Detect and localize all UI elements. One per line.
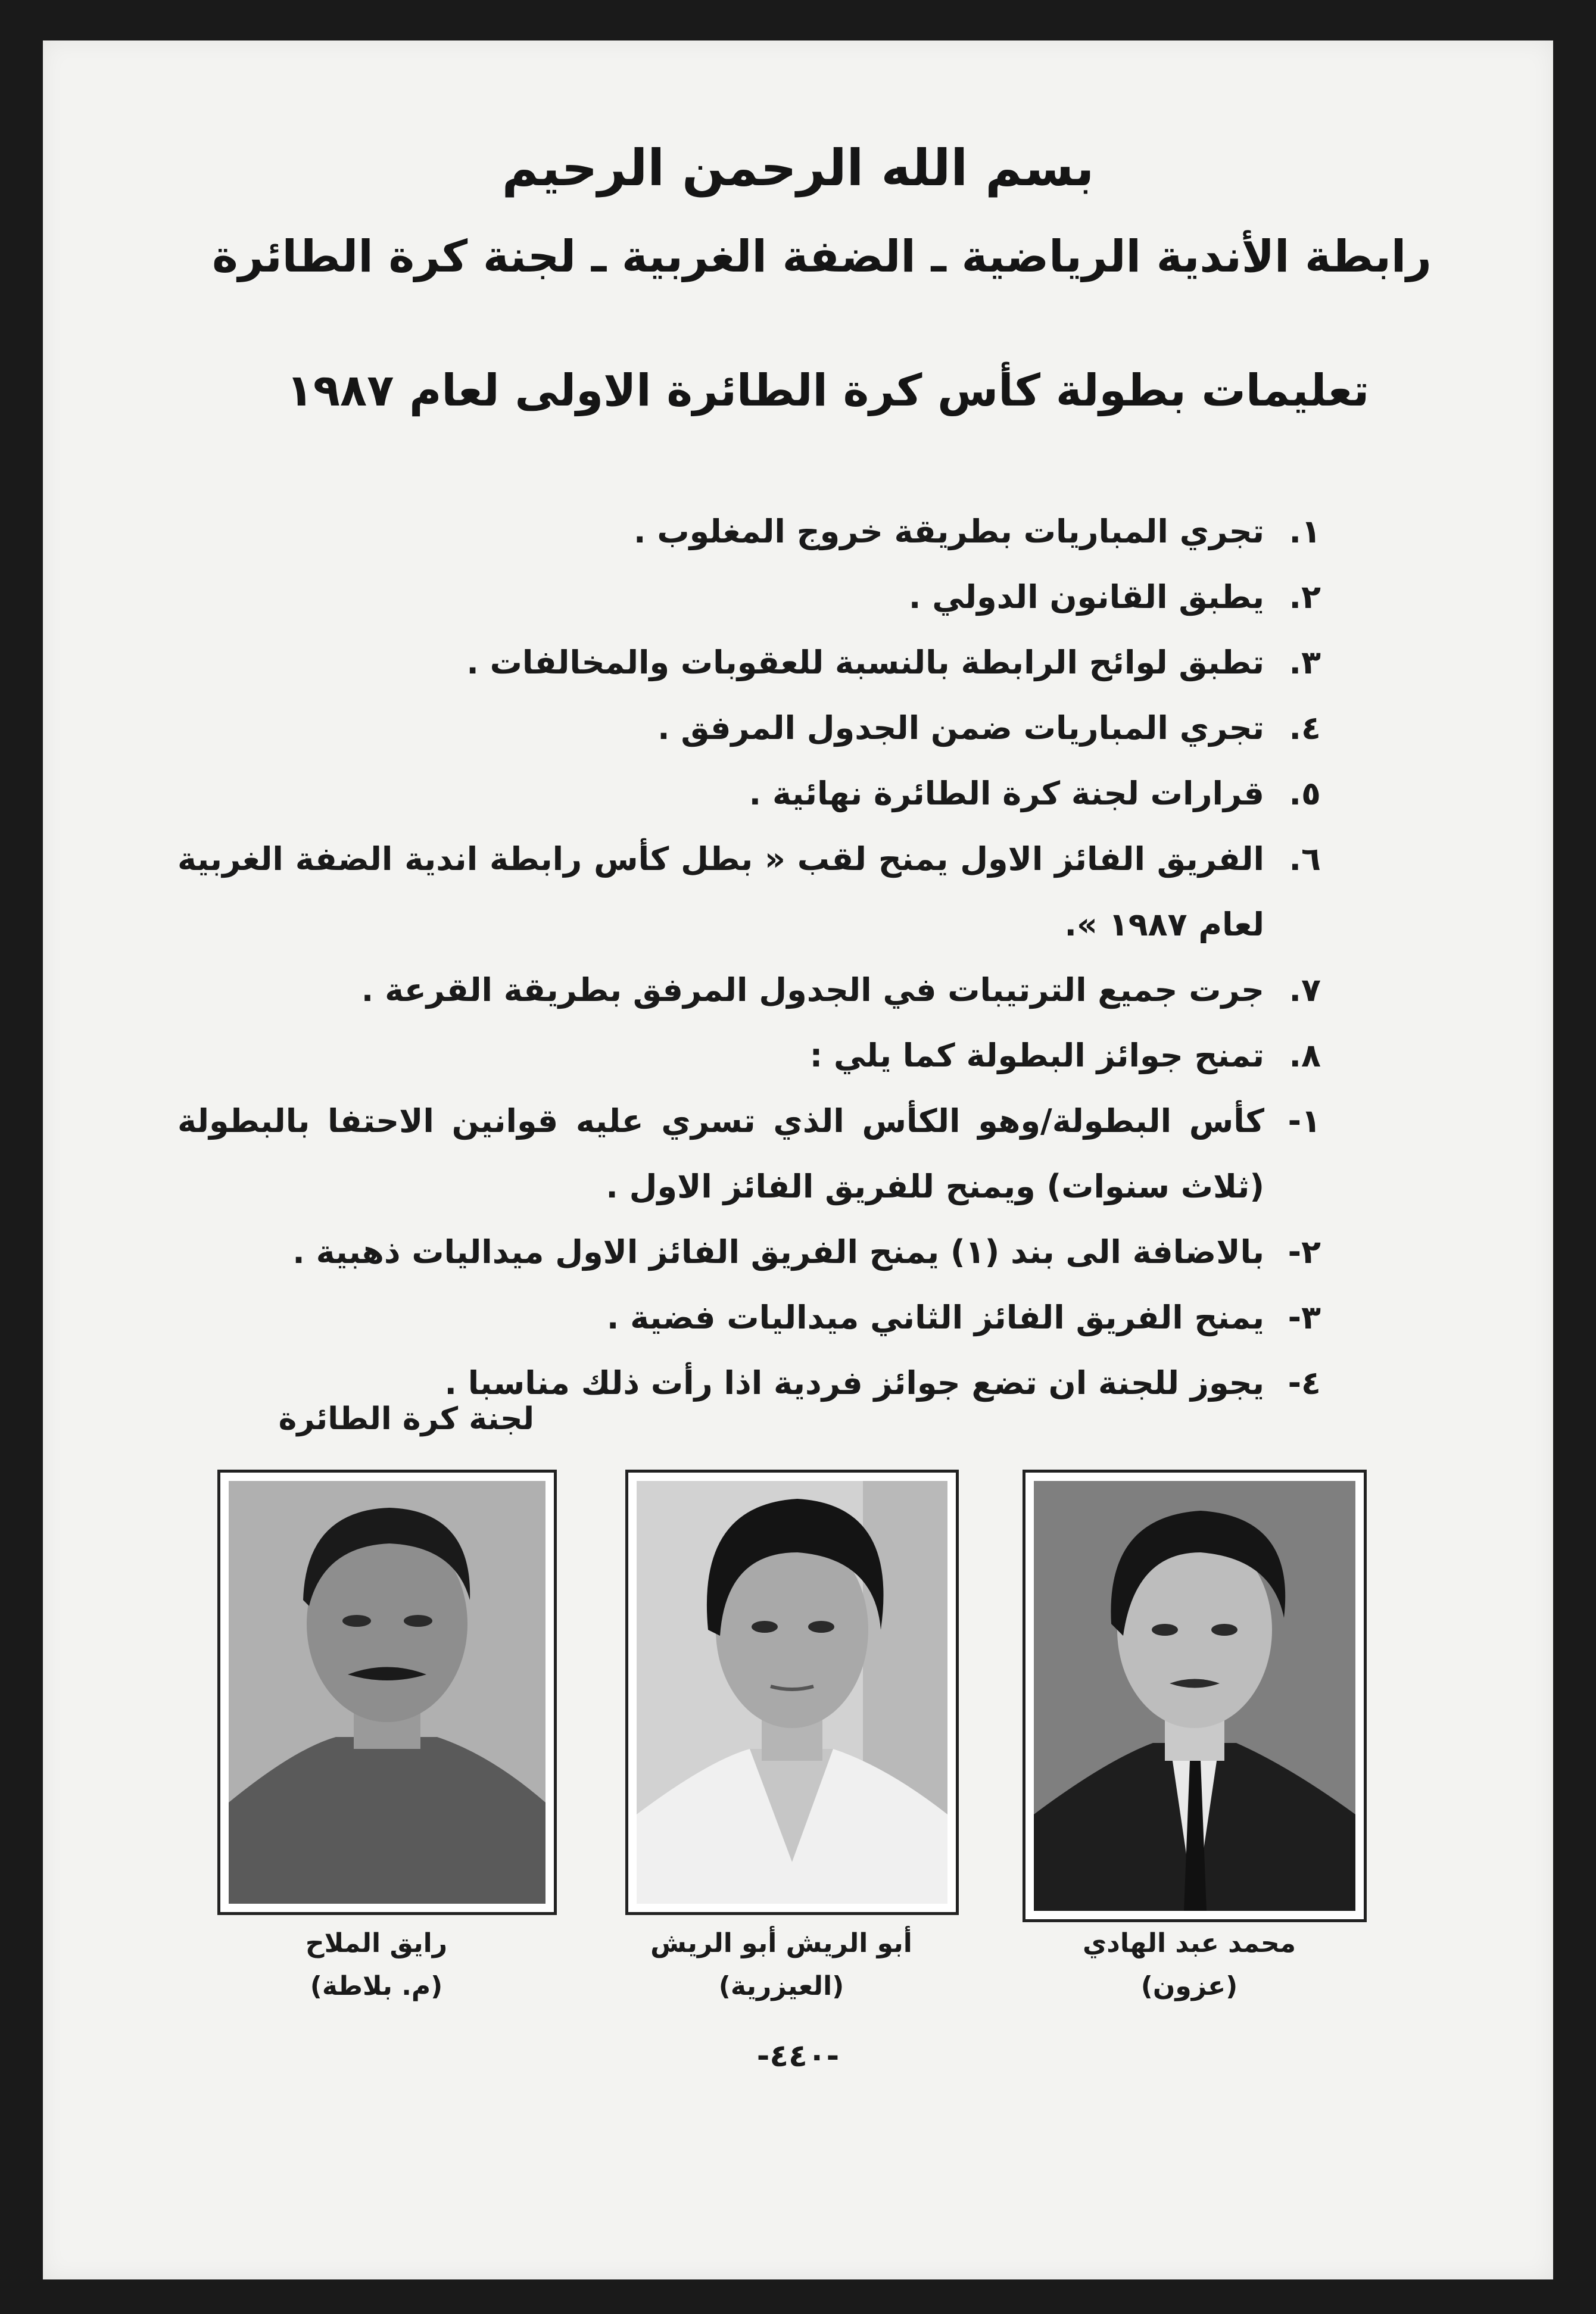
rule-number: ١. [1289,513,1321,550]
prize-text: يجوز للجنة ان تضع جوائز فردية اذا رأت ذلك مناسبا . [444,1364,1264,1402]
member-photo [1023,1470,1367,1922]
rule-number: ٤. [1289,709,1321,747]
prize-text: كأس البطولة/وهو الكأس الذي تسري عليه قوانين الاحتفا بالبطولة (ثلاث سنوات) ويمنح للفريق الفائز الاول . [177,1102,1264,1205]
prize-text: بالاضافة الى بند (١) يمنح الفريق الفائز الاول ميداليات ذهبية . [292,1233,1264,1271]
rules-list [177,499,1321,1416]
portrait-image [637,1481,947,1904]
prize-text: يمنح الفريق الفائز الثاني ميداليات فضية . [606,1299,1264,1336]
prize-number: ٤- [1288,1364,1321,1402]
member-photo [625,1470,959,1915]
member-name: أبو الريش أبو الريش [650,1928,912,1959]
rule-text: الفريق الفائز الاول يمنح لقب « بطل كأس رابطة اندية الضفة الغربية لعام ١٩٨٧ ». [177,840,1264,943]
prize-number: ١- [1288,1102,1321,1140]
rule-text: قرارات لجنة كرة الطائرة نهائية . [749,775,1264,812]
rule-item [177,696,1321,761]
member-name: محمد عبد الهادي [1082,1928,1296,1959]
league-heading: رابطة الأندية الرياضية ـ الضفة الغربية ـ لجنة كرة الطائرة [212,231,1432,282]
rule-item [177,1023,1321,1089]
member-photo [217,1470,557,1915]
document-page [43,40,1553,2279]
rule-text: يطبق القانون الدولي . [908,578,1264,616]
member-place: (عزون) [1140,1971,1238,2001]
rule-item [177,499,1321,565]
portrait-image [229,1481,545,1904]
committee-label: لجنة كرة الطائرة [278,1401,534,1437]
prize-item [177,1220,1321,1285]
rule-text: تطبق لوائح الرابطة بالنسبة للعقوبات والمخالفات . [466,644,1264,681]
rule-number: ٢. [1289,578,1321,616]
prize-number: ٣- [1288,1299,1321,1336]
rule-item [177,565,1321,630]
rule-item [177,958,1321,1023]
rule-number: ٧. [1289,971,1321,1009]
portrait-image [1034,1481,1355,1911]
rule-text: جرت جميع الترتيبات في الجدول المرفق بطريقة القرعة . [361,971,1264,1009]
rule-item [177,630,1321,696]
rule-text: تمنح جوائز البطولة كما يلي : [809,1037,1264,1074]
rule-number: ٨. [1289,1037,1321,1074]
member-caption [1011,1922,1368,2008]
prize-item [177,1089,1321,1220]
prize-number: ٢- [1288,1233,1321,1271]
page-number: -٤٤٠- [756,2038,840,2074]
basmala-heading: بسم الله الرحمن الرحيم [501,139,1095,197]
rule-item [177,827,1321,958]
document-title: تعليمات بطولة كأس كرة الطائرة الاولى لعام ١٩٨٧ [286,365,1370,416]
member-name: رايق الملاح [305,1928,448,1959]
prize-item [177,1285,1321,1351]
member-place: (م. بلاطة) [310,1971,443,2001]
rule-text: تجري المباريات بطريقة خروج المغلوب . [634,513,1264,550]
rule-item [177,761,1321,827]
rule-number: ٣. [1289,644,1321,681]
member-caption [603,1922,960,2008]
rule-number: ٥. [1289,775,1321,812]
rule-text: تجري المباريات ضمن الجدول المرفق . [657,709,1264,747]
member-caption [198,1922,555,2008]
rule-number: ٦. [1289,840,1321,878]
member-place: (العيزرية) [718,1971,844,2001]
